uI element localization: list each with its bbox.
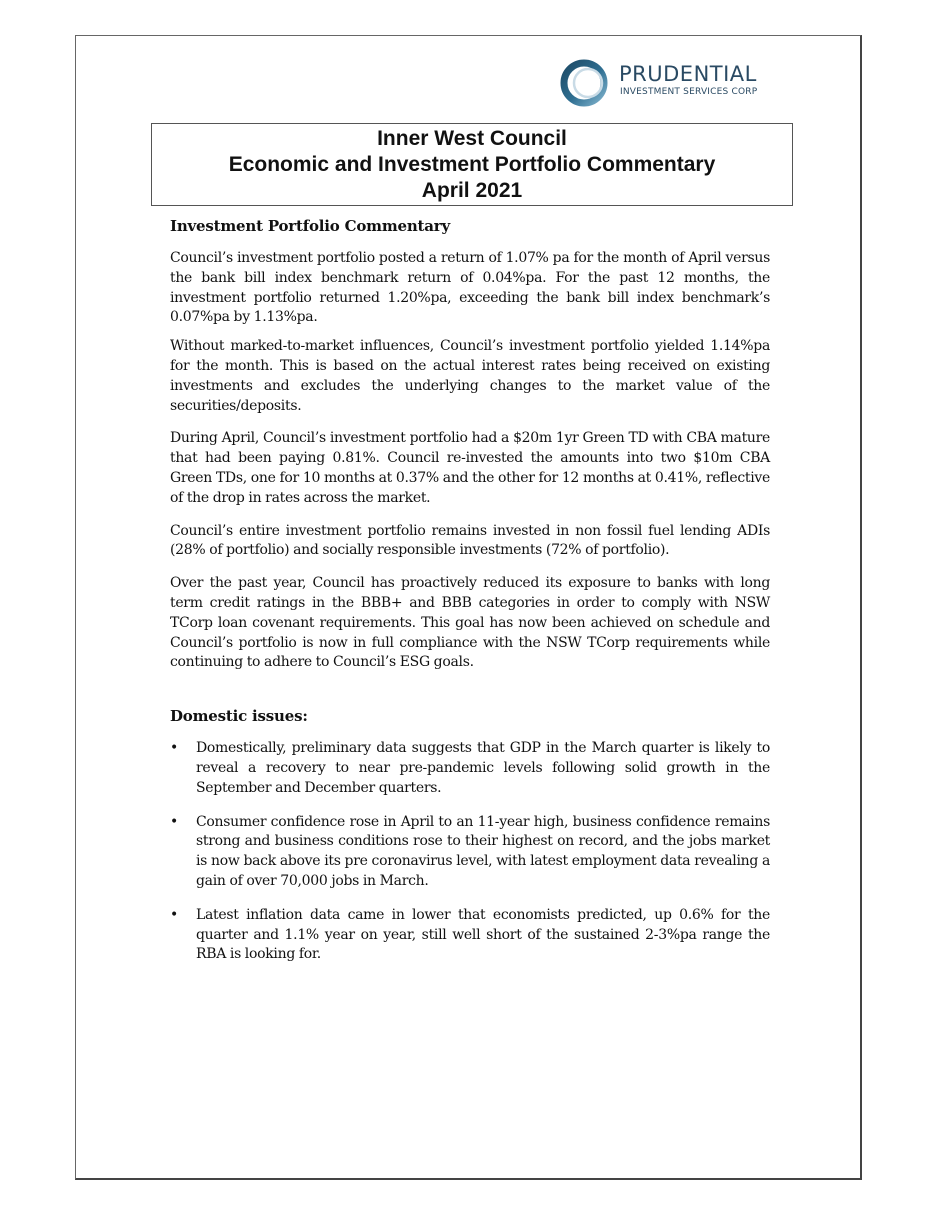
bullet-text-confidence: Consumer confidence rose in April to an 11-year high, business confidence remains strong and business conditions rose to their highest on record, and the jobs market is now back above its pre coronavirus level, with latest employment data revealing a gain of over 70,000 jobs in March.	[196, 813, 770, 889]
company-logo	[560, 58, 770, 108]
paragraph-tcorp-compliance: Over the past year, Council has proactively reduced its exposure to banks with long term credit ratings in the BBB+ and BBB categories in order to comply with NSW TCorp loan covenant requirements. This goal has now been achieved on schedule and Council’s portfolio is now in full compliance with the NSW TCorp requirements while continuing to adhere to Council’s ESG goals.	[170, 575, 770, 671]
logo-company-subtitle: INVESTMENT SERVICES CORP	[620, 87, 758, 97]
list-item	[170, 739, 770, 798]
portfolio-heading: Investment Portfolio Commentary	[170, 217, 451, 235]
domestic-issues-list	[170, 739, 770, 965]
document-body	[170, 216, 770, 965]
paragraph-reinvestment: During April, Council’s investment portfolio had a $20m 1yr Green TD with CBA mature that had been paying 0.81%. Council re-invested the amounts into two $10m CBA Green TDs, one for 10 months at 0.37% and the other for 12 months at 0.41%, reflective of the drop in rates across the market.	[170, 430, 770, 506]
paragraph-yield: Without marked-to-market influences, Council’s investment portfolio yielded 1.14%pa for the month. This is based on the actual interest rates being received on existing investments and excludes the underlying changes to the market value of the securities/deposits.	[170, 338, 770, 414]
logo-company-name: PRUDENTIAL	[619, 62, 757, 86]
paragraph-returns: Council’s investment portfolio posted a return of 1.07% pa for the month of April versus the bank bill index benchmark return of 0.04%pa. For the past 12 months, the investment portfolio returned 1.20%pa, exceeding the bank bill index benchmark’s 0.07%pa by 1.13%pa.	[170, 250, 770, 326]
list-item	[170, 813, 770, 892]
list-item	[170, 906, 770, 965]
title-council: Inner West Council	[377, 127, 567, 150]
bullet-icon: •	[170, 740, 178, 757]
paragraph-esg-allocation: Council’s entire investment portfolio remains invested in non fossil fuel lending ADIs (28% of portfolio) and socially responsible investments (72% of portfolio).	[170, 522, 770, 559]
bullet-icon: •	[170, 813, 178, 830]
title-period: April 2021	[421, 179, 523, 202]
bullet-icon: •	[170, 906, 178, 923]
logo-ring-icon	[560, 58, 612, 108]
title-report-name: Economic and Investment Portfolio Commentary	[228, 153, 716, 176]
bullet-text-gdp: Domestically, preliminary data suggests that GDP in the March quarter is likely to reveal a recovery to near pre-pandemic levels following solid growth in the September and December quarters.	[196, 740, 770, 796]
domestic-heading: Domestic issues:	[170, 707, 308, 726]
bullet-text-inflation: Latest inflation data came in lower that economists predicted, up 0.6% for the quarter and 1.1% year on year, still well short of the sustained 2-3%pa range the RBA is looking for.	[196, 906, 770, 963]
document-title-box	[151, 123, 793, 206]
